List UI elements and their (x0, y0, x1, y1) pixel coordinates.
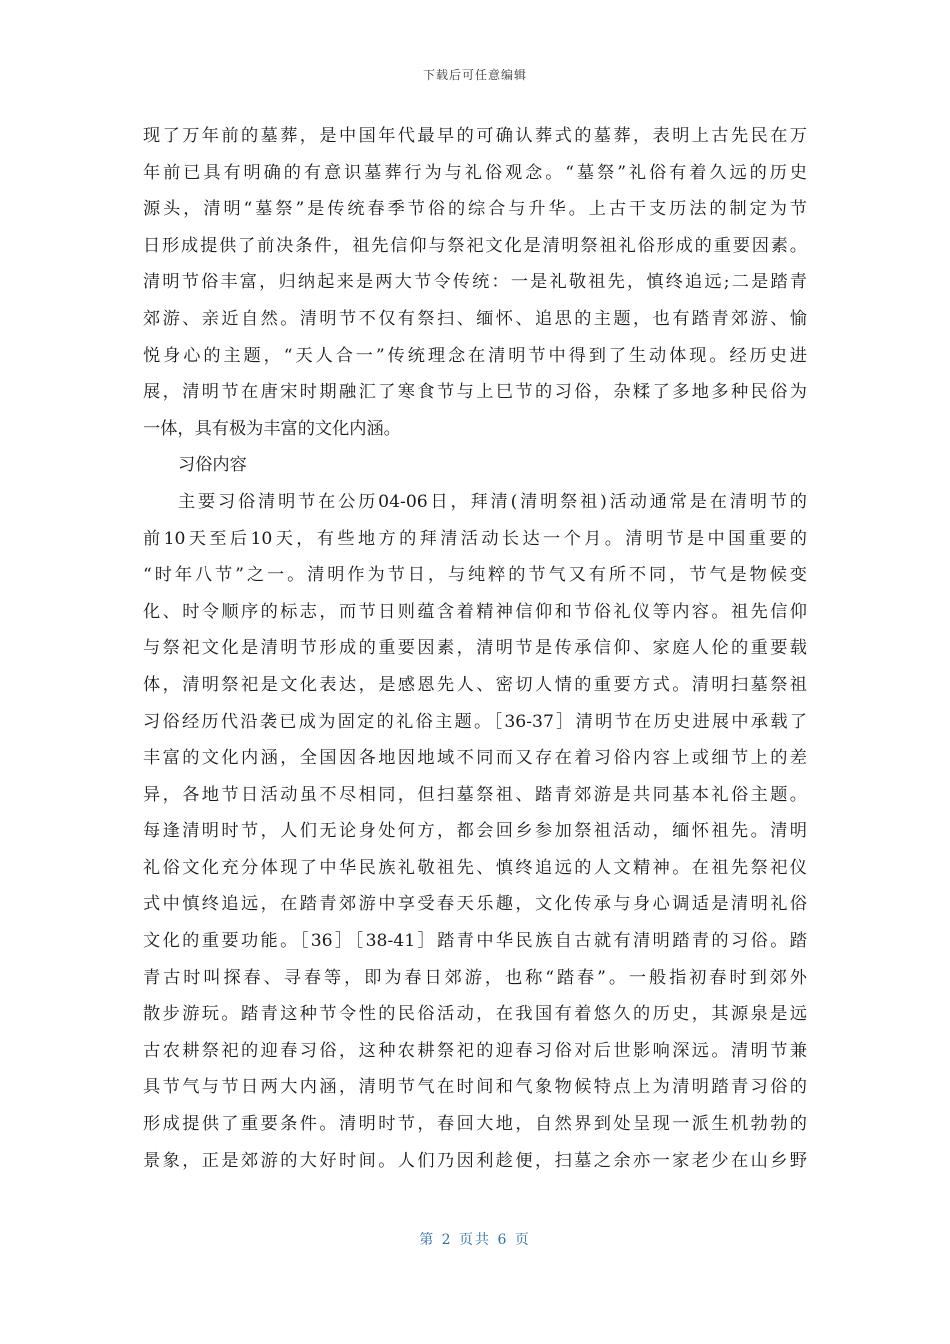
text-line: 形成提供了重要条件。清明时节，春回大地，自然界到处呈现一派生机勃勃的 (143, 1114, 807, 1135)
text-line: 清明节俗丰富，归纳起来是两大节令传统：一是礼敬祖先，慎终追远;二是踏青 (143, 272, 807, 293)
text-line: 悦身心的主题，“天人合一”传统理念在清明节中得到了生动体现。经历史进 (143, 345, 807, 366)
text-line: 具节气与节日两大内涵，清明节气在时间和气象物候特点上为清明踏青习俗的 (143, 1077, 807, 1098)
text-line: 体，清明祭祀是文化表达，是感恩先人、密切人情的重要方式。清明扫墓祭祖 (143, 674, 807, 695)
text-line: 现了万年前的墓葬，是中国年代最早的可确认葬式的墓葬，表明上古先民在万 (143, 126, 807, 146)
text-line: “时年八节”之一。清明作为节日，与纯粹的节气又有所不同，节气是物候变 (143, 565, 807, 586)
text-line: 主要习俗清明节在公历04-06日，拜清(清明祭祖)活动通常是在清明节的 (178, 491, 807, 512)
text-line: 展，清明节在唐宋时期融汇了寒食节与上巳节的习俗，杂糅了多地多种民俗为 (143, 382, 807, 403)
text-line: 异，各地节日活动虽不尽相同，但扫墓祭祖、踏青郊游是共同基本礼俗主题。 (143, 784, 807, 805)
text-line: 郊游、亲近自然。清明节不仅有祭扫、缅怀、追思的主题，也有踏青郊游、愉 (143, 308, 807, 329)
text-line: 式中慎终追远，在踏青郊游中享受春天乐趣，文化传承与身心调适是清明礼俗 (143, 894, 807, 915)
text-line: 古农耕祭祀的迎春习俗，这种农耕祭祀的迎春习俗对后世影响深远。清明节兼 (143, 1040, 807, 1061)
text-line: 源头，清明“墓祭”是传统春季节俗的综合与升华。上古干支历法的制定为节 (143, 199, 807, 220)
section-heading: 习俗内容 (178, 455, 247, 476)
text-line: 一体，具有极为丰富的文化内涵。 (143, 418, 401, 439)
text-line: 散步游玩。踏青这种节令性的民俗活动，在我国有着悠久的历史，其源泉是远 (143, 1004, 807, 1025)
text-line: 青古时叫探春、寻春等，即为春日郊游，也称“踏春”。一般指初春时到郊外 (143, 967, 807, 988)
page-number: 第 2 页共 6 页 (419, 1232, 531, 1248)
text-line: 年前已具有明确的有意识墓葬行为与礼俗观念。“墓祭”礼俗有着久远的历史 (143, 162, 807, 183)
body-text (143, 118, 807, 1179)
text-line: 礼俗文化充分体现了中华民族礼敬祖先、慎终追远的人文精神。在祖先祭祀仪 (143, 857, 807, 878)
text-line: 文化的重要功能。［36］［38-41］踏青中华民族自古就有清明踏青的习俗。踏 (143, 931, 807, 952)
page-header: 下载后可任意编辑 (422, 68, 527, 82)
text-line: 化、时令顺序的标志，而节日则蕴含着精神信仰和节俗礼仪等内容。祖先信仰 (143, 601, 807, 622)
text-line: 日形成提供了前决条件，祖先信仰与祭祀文化是清明祭祖礼俗形成的重要因素。 (143, 235, 807, 256)
text-line: 前10天至后10天，有些地方的拜清活动长达一个月。清明节是中国重要的 (143, 528, 807, 549)
text-line: 习俗经历代沿袭已成为固定的礼俗主题。［36-37］清明节在历史进展中承载了 (143, 711, 807, 732)
text-line: 丰富的文化内涵，全国因各地因地域不同而又存在着习俗内容上或细节上的差 (143, 748, 807, 769)
text-line: 与祭祀文化是清明节形成的重要因素，清明节是传承信仰、家庭人伦的重要载 (143, 638, 807, 659)
text-line: 每逢清明时节，人们无论身处何方，都会回乡参加祭祖活动，缅怀祖先。清明 (143, 821, 807, 842)
text-line: 景象，正是郊游的大好时间。人们乃因利趁便，扫墓之余亦一家老少在山乡野 (143, 1150, 807, 1171)
